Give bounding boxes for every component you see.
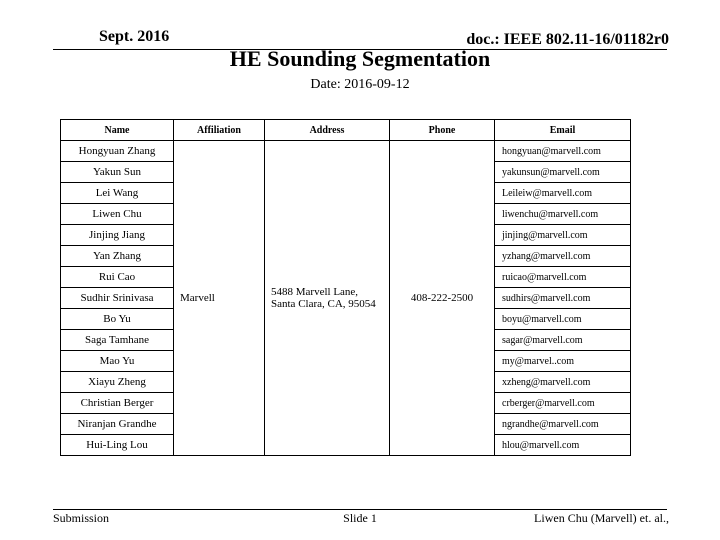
author-name: Bo Yu <box>61 309 174 330</box>
author-email: ruicao@marvell.com <box>495 267 631 288</box>
table-header-row <box>61 120 631 141</box>
header-doc-id: doc.: IEEE 802.11-16/01182r0 <box>466 31 669 48</box>
author-email: boyu@marvell.com <box>495 309 631 330</box>
authors-table <box>60 119 631 456</box>
author-email: hlou@marvell.com <box>495 435 631 456</box>
author-name: Hui-Ling Lou <box>61 435 174 456</box>
author-name: Sudhir Srinivasa <box>61 288 174 309</box>
slide-date: Date: 2016-09-12 <box>310 77 410 92</box>
author-name: Jinjing Jiang <box>61 225 174 246</box>
author-email: liwenchu@marvell.com <box>495 204 631 225</box>
author-name: Hongyuan Zhang <box>61 141 174 162</box>
footer-submission: Submission <box>53 511 110 525</box>
table-row <box>61 141 631 162</box>
author-email: yzhang@marvell.com <box>495 246 631 267</box>
author-email: ngrandhe@marvell.com <box>495 414 631 435</box>
author-name: Rui Cao <box>61 267 174 288</box>
column-header-email: Email <box>495 120 631 141</box>
slide-title: HE Sounding Segmentation <box>229 46 491 71</box>
affiliation-cell: Marvell <box>174 141 265 456</box>
author-email: crberger@marvell.com <box>495 393 631 414</box>
author-name: Saga Tamhane <box>61 330 174 351</box>
author-email: Leileiw@marvell.com <box>495 183 631 204</box>
author-name: Christian Berger <box>61 393 174 414</box>
column-header-phone: Phone <box>390 120 495 141</box>
author-name: Xiayu Zheng <box>61 372 174 393</box>
author-email: sagar@marvell.com <box>495 330 631 351</box>
phone-cell: 408-222-2500 <box>390 141 495 456</box>
author-name: Mao Yu <box>61 351 174 372</box>
author-name: Niranjan Grandhe <box>61 414 174 435</box>
footer-author: Liwen Chu (Marvell) et. al., <box>534 511 669 525</box>
author-email: my@marvel..com <box>495 351 631 372</box>
author-name: Yan Zhang <box>61 246 174 267</box>
address-cell: 5488 Marvell Lane, Santa Clara, CA, 95054 <box>265 141 390 456</box>
author-name: Lei Wang <box>61 183 174 204</box>
author-name: Yakun Sun <box>61 162 174 183</box>
author-email: jinjing@marvell.com <box>495 225 631 246</box>
column-header-name: Name <box>61 120 174 141</box>
author-email: xzheng@marvell.com <box>495 372 631 393</box>
footer-slide-number: Slide 1 <box>343 511 377 525</box>
header-date: Sept. 2016 <box>99 28 170 45</box>
author-email: hongyuan@marvell.com <box>495 141 631 162</box>
authors-table-body <box>61 141 631 456</box>
author-email: sudhirs@marvell.com <box>495 288 631 309</box>
column-header-affiliation: Affiliation <box>174 120 265 141</box>
author-email: yakunsun@marvell.com <box>495 162 631 183</box>
author-name: Liwen Chu <box>61 204 174 225</box>
column-header-address: Address <box>265 120 390 141</box>
footer-divider <box>53 509 667 510</box>
